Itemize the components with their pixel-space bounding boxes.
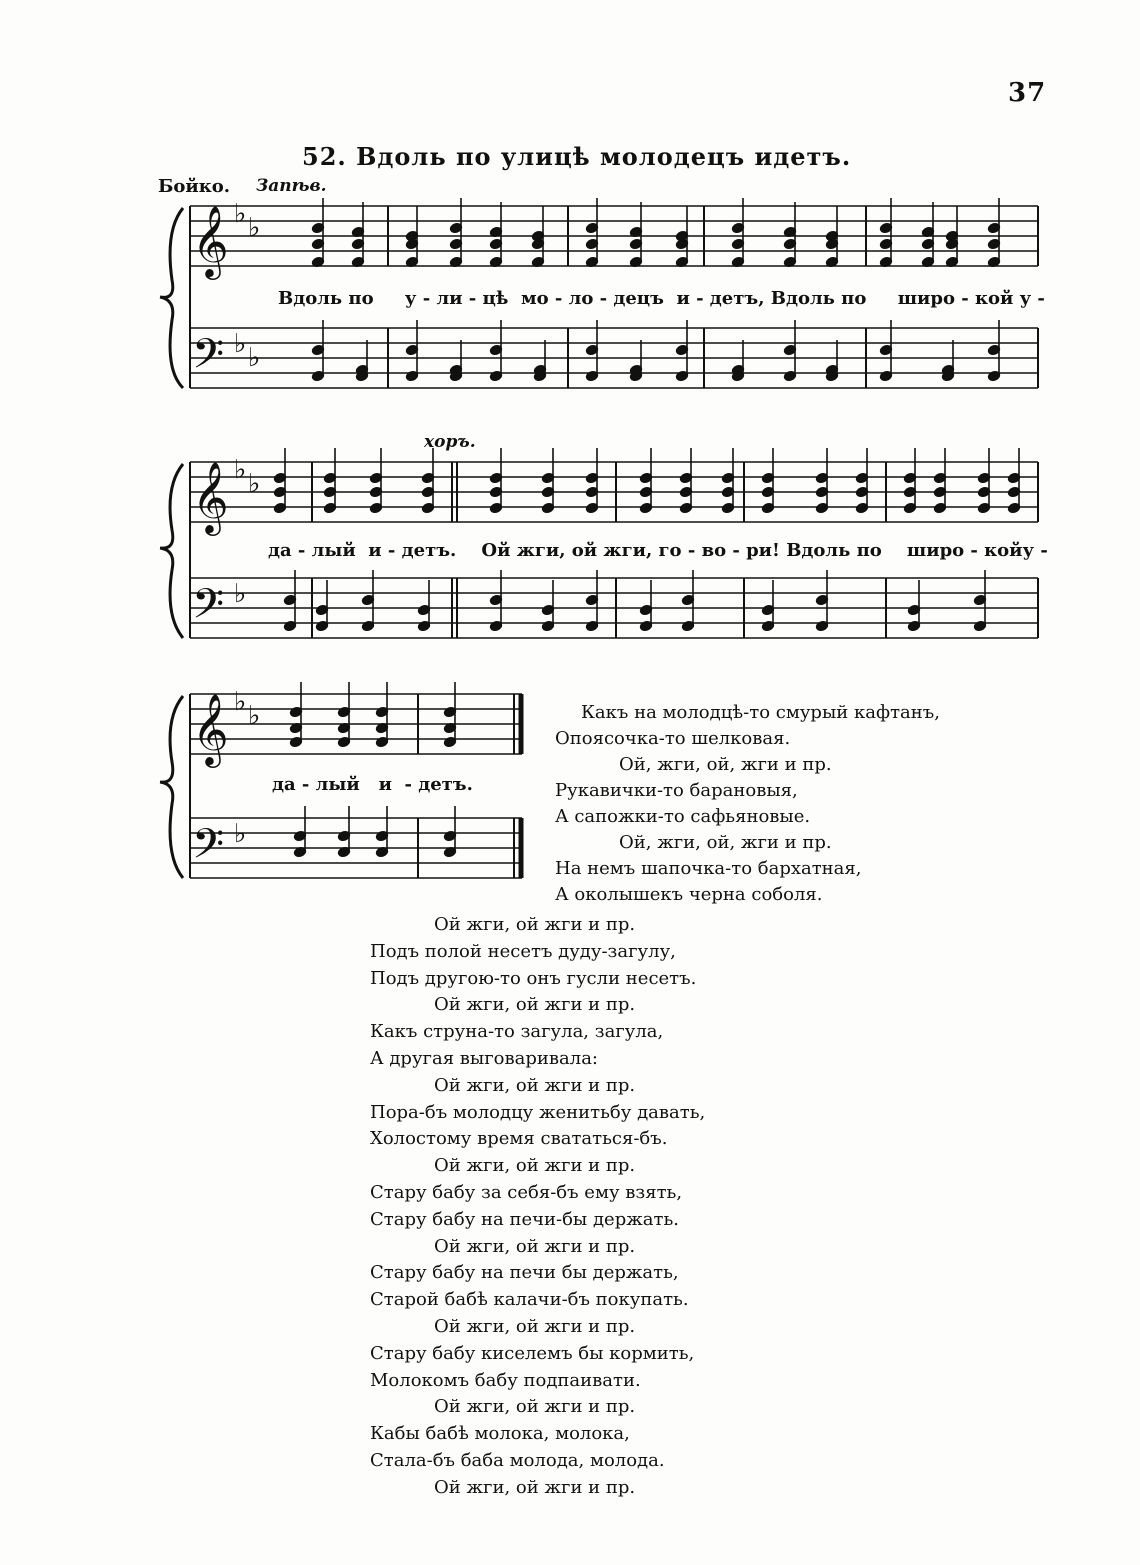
- verse-line: Стала-бъ баба молода, молода.: [370, 1449, 665, 1471]
- lyric-syllable: да - лый: [268, 540, 356, 561]
- brace-1: [160, 208, 183, 388]
- key-flat-icon: ♭: [248, 701, 261, 731]
- treble-clef-icon: 𝄞: [192, 204, 229, 277]
- tempo-marking: Бойко.: [158, 176, 231, 197]
- lyric-syllable: да - лый: [272, 774, 360, 795]
- lyric-syllable: и: [378, 774, 392, 795]
- treble-staff-1: [190, 206, 1038, 266]
- verse-refrain: Ой, жги, ой, жги и пр.: [619, 754, 832, 775]
- lyric-syllable: у -: [1019, 288, 1045, 309]
- verse-refrain: Ой, жги, ой, жги и пр.: [619, 832, 832, 853]
- verse-line: А другая выговаривала:: [370, 1047, 598, 1069]
- treble-clef-icon: 𝄞: [192, 460, 229, 533]
- verse-line: Холостому время свататься-бъ.: [370, 1128, 668, 1150]
- verse-line: Молокомъ бабу подпаивати.: [370, 1369, 641, 1391]
- verse-line: Стару бабу киселемъ бы кормить,: [370, 1342, 695, 1364]
- verse-line: Опоясочка-то шелковая.: [555, 728, 791, 749]
- brace-3: [160, 696, 183, 878]
- key-flat-icon: ♭: [234, 455, 247, 485]
- verse-line: Стару бабу за себя-бъ ему взять,: [370, 1181, 683, 1203]
- key-flat-icon: ♭: [248, 213, 261, 243]
- verse-refrain: Ой жги, ой жги и пр.: [434, 994, 636, 1016]
- key-flat-icon: ♭: [234, 199, 247, 229]
- song-title: 52. Вдоль по улицѣ молодецъ идетъ.: [302, 142, 852, 171]
- verse-line: А сапожки-то сафьяновые.: [555, 806, 811, 827]
- key-flat-icon: ♭: [234, 579, 247, 609]
- lyric-syllable: широ - кой: [897, 288, 1014, 309]
- key-flat-icon: ♭: [248, 469, 261, 499]
- verse-line: На немъ шапочка-то бархатная,: [555, 858, 862, 879]
- clefs-and-signatures: [192, 199, 260, 878]
- verse-line: Стару бабу на печи бы держать,: [370, 1262, 679, 1284]
- verse-block-main: [370, 912, 705, 1502]
- verse-line: Какъ струна-то загула, загула,: [370, 1021, 664, 1043]
- lyrics-system-3: [272, 774, 473, 795]
- treble-clef-icon: 𝄞: [192, 692, 229, 765]
- verse-line: Подъ другою-то онъ гусли несетъ.: [370, 967, 697, 989]
- lyric-syllable: и - детъ,: [676, 288, 765, 309]
- verse-line: Старой бабѣ калачи-бъ покупать.: [370, 1289, 689, 1311]
- key-flat-icon: ♭: [234, 329, 247, 359]
- verse-line: Кабы бабѣ молока, молока,: [370, 1423, 630, 1445]
- verse-line: Подъ полой несетъ дуду-загулу,: [370, 940, 676, 962]
- verse-line: Пора-бъ молодцу женитьбу давать,: [370, 1101, 706, 1123]
- verse-refrain: Ой жги, ой жги и пр.: [434, 1235, 636, 1257]
- lyric-syllable: го - во - ри!: [658, 540, 780, 561]
- key-flat-icon: ♭: [248, 343, 261, 373]
- key-flat-icon: ♭: [234, 687, 247, 717]
- brace-2: [160, 464, 183, 638]
- verse-refrain: Ой жги, ой жги и пр.: [434, 1476, 636, 1498]
- lyric-syllable: Вдоль по: [770, 288, 867, 309]
- lyric-syllable: Ой жги, ой жги,: [481, 540, 653, 561]
- verse-refrain: Ой жги, ой жги и пр.: [434, 1396, 636, 1418]
- page-number: 37: [1008, 78, 1047, 108]
- verse-refrain: Ой жги, ой жги и пр.: [434, 914, 636, 935]
- bass-clef-icon: 𝄢: [192, 330, 225, 388]
- verse-line: Рукавички-то барановыя,: [555, 780, 798, 801]
- verse-line: А околышекъ черна соболя.: [555, 884, 823, 905]
- lyric-syllable: мо - ло - децъ: [521, 288, 664, 309]
- lyric-syllable: широ - кой: [906, 540, 1023, 561]
- verse-refrain: Ой жги, ой жги и пр.: [434, 1315, 636, 1337]
- verse-line: Стару бабу на печи-бы держать.: [370, 1208, 680, 1230]
- verse-refrain: Ой жги, ой жги и пр.: [434, 1074, 636, 1096]
- bass-clef-icon: 𝄢: [192, 820, 225, 878]
- lyric-syllable: Вдоль по: [278, 288, 374, 309]
- lyrics-system-2: [268, 540, 1048, 561]
- bass-clef-icon: 𝄢: [192, 580, 225, 638]
- lyrics-system-1: [278, 288, 1045, 309]
- zapev-marking: Запѣв.: [256, 176, 327, 196]
- lyric-syllable: Вдоль по: [786, 540, 882, 561]
- key-flat-icon: ♭: [234, 819, 247, 849]
- lyric-syllable: и - детъ.: [368, 540, 457, 561]
- verse-line: Какъ на молодцѣ-то смурый кафтанъ,: [581, 702, 940, 723]
- lyric-syllable: у - ли - цѣ: [404, 288, 509, 309]
- lyric-syllable: у -: [1022, 540, 1048, 561]
- verse-refrain: Ой жги, ой жги и пр.: [434, 1155, 636, 1177]
- lyric-syllable: - детъ.: [404, 774, 473, 795]
- verse-block-right: [555, 700, 940, 908]
- khor-marking: хоръ.: [424, 432, 476, 452]
